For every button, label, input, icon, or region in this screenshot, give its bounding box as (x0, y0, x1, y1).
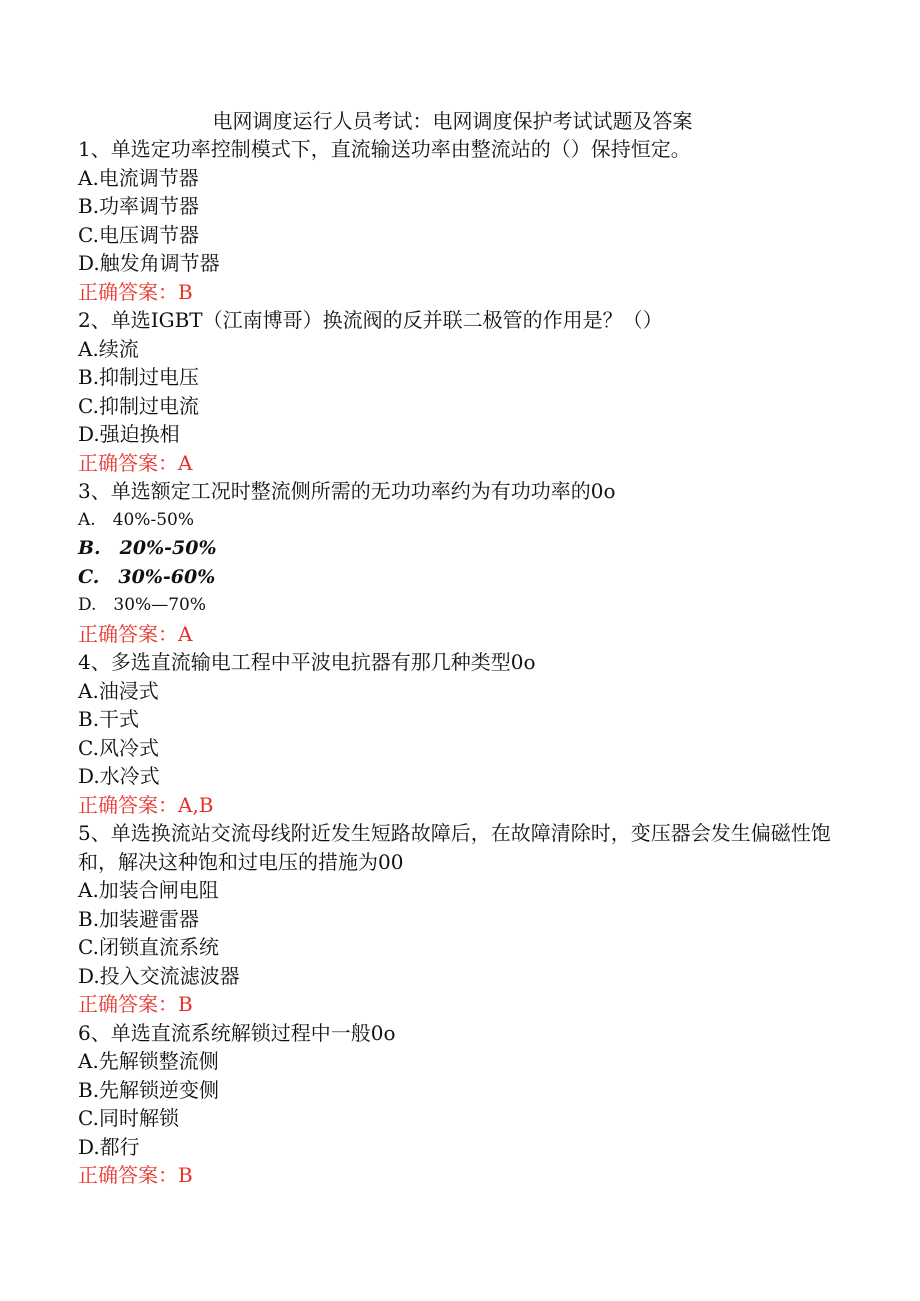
correct-answer: 正确答案：A (78, 450, 193, 475)
question-text: 1、单选定功率控制模式下，直流输送功率由整流站的（）保持恒定。 (78, 137, 691, 161)
question-list (78, 135, 838, 1190)
question-block (78, 648, 838, 819)
option-b: B.抑制过电压 (78, 365, 200, 389)
question-text: 6、单选直流系统解锁过程中一般0o (78, 1020, 396, 1045)
question-block (78, 135, 838, 306)
question-text: 5、单选换流站交流母线附近发生短路故障后，在故障清除时，变压器会发生偏磁性饱和，解决这种饱和过电压的措施为00 (78, 821, 831, 874)
question-block (78, 1019, 838, 1190)
option-b: B.加装避雷器 (78, 906, 200, 931)
option-c: C.闭锁直流系统 (78, 935, 219, 959)
option-c: C.电压调节器 (78, 222, 199, 247)
option-d: D.强迫换相 (78, 422, 180, 446)
option-a: A.续流 (78, 336, 139, 361)
option-d: D.都行 (78, 1134, 140, 1159)
option-a: A.油浸式 (78, 678, 159, 703)
option-a: A. 40%-50% (78, 509, 194, 530)
option-b: B. 20%-50% (78, 537, 217, 559)
question-block (78, 306, 838, 477)
correct-answer: 正确答案：B (78, 279, 193, 304)
question-block (78, 819, 838, 1019)
option-d: D.投入交流滤波器 (78, 963, 240, 988)
option-c: C.抑制过电流 (78, 393, 199, 418)
correct-answer: 正确答案：B (78, 992, 193, 1016)
question-text: 2、单选IGBT（江南博哥）换流阀的反并联二极管的作用是？（） (78, 308, 663, 332)
correct-answer: 正确答案：B (78, 1163, 193, 1187)
option-b: B.功率调节器 (78, 194, 200, 218)
question-block (78, 477, 838, 648)
question-text: 4、多选直流输电工程中平波电抗器有那几种类型0o (78, 650, 536, 674)
question-text: 3、单选额定工况时整流侧所需的无功功率约为有功功率的0o (78, 479, 616, 503)
option-c: C.风冷式 (78, 735, 159, 760)
option-b: B.干式 (78, 707, 140, 731)
option-a: A.电流调节器 (78, 165, 199, 190)
option-d: D.触发角调节器 (78, 251, 220, 275)
correct-answer: 正确答案：A,B (78, 792, 214, 817)
option-c: C. 30%-60% (78, 565, 216, 588)
page-title: 电网调度运行人员考试：电网调度保护考试试题及答案 (212, 109, 693, 133)
option-a: A.先解锁整流侧 (78, 1049, 219, 1073)
option-b: B.先解锁逆变侧 (78, 1077, 220, 1102)
option-a: A.加装合闸电阻 (78, 878, 219, 902)
option-c: C.同时解锁 (78, 1106, 179, 1130)
option-d: D. 30%—70% (78, 595, 206, 615)
correct-answer: 正确答案：A (78, 621, 193, 646)
option-d: D.水冷式 (78, 764, 160, 788)
